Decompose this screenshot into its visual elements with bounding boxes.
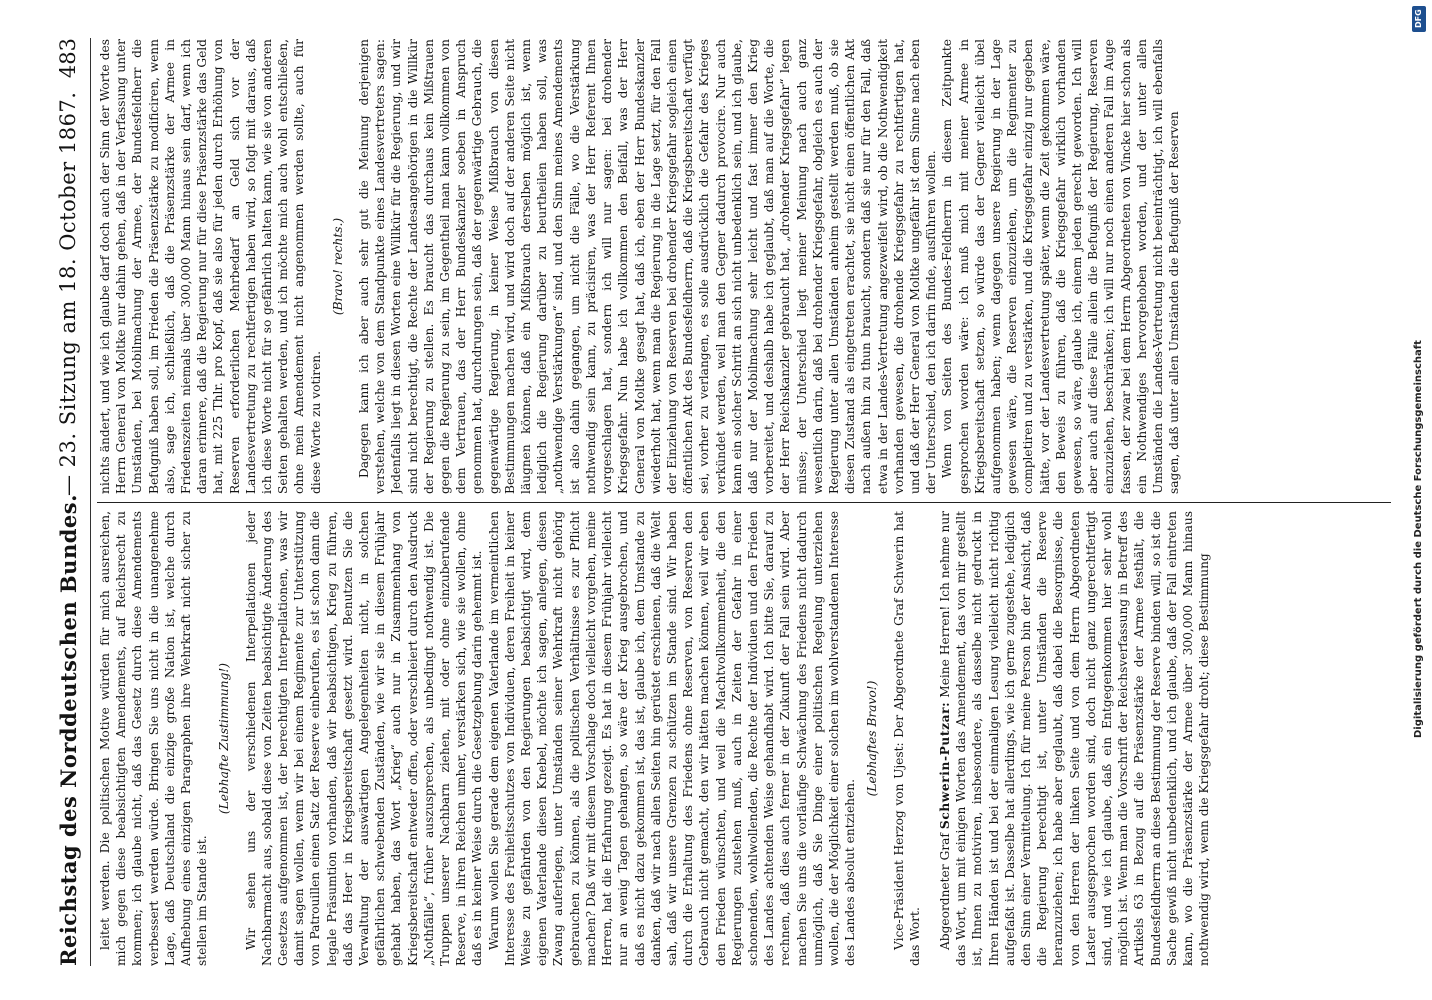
paragraph: Dagegen kann ich aber auch sehr gut die Meinung derjenigen verstehen, welche von dem Standpunkte eines Landesvertreters sagen: Jedenfalls liegt in diesen Worten eine Willkür für die Regierung, und wir sind nicht berechtigt, die Rechte der Landesangehörigen in die Willkür der Regierung zu stellen. Es braucht das durchaus kein Mißtrauen gegen die Regierung zu sein, im Gegentheil man kann vollkommen von dem Vertrauen, das der Herr Bundeskanzler soeben in Anspruch genommen hat, durchdrungen sein, daß der gegenwärtige Gebrauch, die gegenwärtige Regierung, in keiner Weise Mißbrauch von diesen Bestimmungen machen wird, und wird doch auf der anderen Seite nicht läugnen können, daß ein Mißbrauch derselben möglich ist, wenn lediglich die Regierung darüber zu beurtheilen haben soll, was „nothwendige Verstärkungen“ sind, und den Sinn meines Amendements ist also dahin gegangen, um nicht die Fälle, wo die Verstärkung nothwendig sein kann, zu präcisiren, was der Herr Referent Ihnen vorgeschlagen hat, sondern ich will nur sagen: bei drohender Kriegsgefahr. Nun habe ich vollkommen den Beifall, was der Herr General von Moltke gesagt hat, daß ich, eben der Herr Bundeskanzler wiederholt hat, wenn man die Regierung in die Lage setzt, für den Fall der Einziehung von Reserven bei drohender Kriegsgefahr sogleich einen öffentlichen Akt des Bundesfeldherrn, daß die Kriegsbereitschaft verfügt sei, vorher zu verlangen, es solle ausdrücklich die Gefahr des Krieges verkündet werden, weil man den Gegner dadurch provocire. Nur auch kann ein solcher Schritt an sich nicht unbedenklich sein, und ich glaube, daß nur der Mobilmachung sehr leicht und fast immer den Krieg vorbereitet, und deshalb habe ich geglaubt, daß man auf die Worte, die der Herr Reichskanzler gebraucht hat, „drohender Kriegsgefahr“ legen müsse; der Unterschied liegt meiner Meinung nach auch ganz wesentlich darin, daß bei drohender Kriegsgefahr, obgleich es auch der Regierung unter allen Umständen anheim gestellt werden muß, ob sie diesen Zustand als eingetreten erachtet, sie nicht einen öffentlichen Akt nach außen hin zu thun braucht, sondern daß sie nur für den Fall, daß etwa in der Landes-Vertretung angezweifelt wird, ob die Nothwendigkeit vorhanden gewesen, die drohende Kriegsgefahr zu rechtfertigen hat, und daß der Herr General von Moltke ungefähr ist dem Sinne nach eben der Unterschied, den ich darin finde, ausführen wollen. (357, 39, 939, 494)
text-columns (97, 38, 1391, 966)
digitization-credit (1410, 6, 1428, 746)
applause-note: (Bravo! rechts.) (330, 217, 345, 316)
dfg-logo (1412, 6, 1426, 32)
paragraph: nichts ändert, und wie ich glaube darf doch auch der Sinn der Worte des Herrn General von Moltke nur dahin gehen, daß in der Verfassung unter Umständen, bei Mobilmachung der Armee, der Bundesfeldherr die Befugniß haben soll, im Frieden die Präsenzstärke zu modificiren, wenn also, sage ich, schließlich, daß die Präsenzstärke der Armee in Friedenszeiten niemals über 300,000 Mann hinaus sein darf, wenn ich daran erinnere, daß die Regierung nur für diese Präsenzstärke das Geld hat, mit 225 Thlr. pro Kopf, daß sie also für jeden durch Erhöhung von Reserven erforderlichen Mehrbedarf an Geld sich vor der Landesvertretung zu rechtfertigen haben wird, so folgt mit daraus, daß ich diese Worte nicht für so gefährlich halten kann, wie sie von anderen Seiten gehalten werden, und ich möchte mich auch wohl entschließen, ohne mein Amendement nicht angenommen werden sollte, auch für diese Worte zu votiren. (98, 39, 323, 494)
paragraph: Warum wollen Sie gerade dem eigenen Vaterlande im vermeintlichen Interesse des Freiheitsschutzes von Individuen, deren Freiheit in keiner Weise zu gefährden von den Regierungen beabsichtigt wird, dem eigenen Vaterlande diesen Knebel, möchte ich sagen, anlegen, diesen Zwang auferlegen, unter Umständen seiner Wehrkraft nicht gehörig gebrauchen zu können, als die politischen Verhältnisse es zur Pflicht machen? Daß wir mit diesem Vorschlage doch vielleicht vorgehen, meine Herren, hat die Erfahrung gezeigt. Es hat in diesem Frühjahr vielleicht nur an wenig Tagen gehangen, so wäre der Krieg ausgebrochen, und daß es nicht dazu gekommen ist, das ist, glaube ich, dem Umstande zu danken, daß wir nach allen Seiten hin gerüstet erschienen, daß die Welt sah, daß wir unsere Grenzen zu schützen im Stande sind. Wir haben durch die Erhaltung des Friedens ohne Reserven, von Reserven den Gebrauch nicht gemacht, den wir hätten machen können, weil wir eben den Frieden wünschten, und weil die Machtvollkommenheit, die den Regierungen zustehen muß, auch in Zeiten der Gefahr in einer schonenden, wohlwollenden, die Rechte der Individuen und den Frieden des Landes achtenden Weise gehandhabt wird. Ich bitte Sie, darauf zu rechnen, daß dies auch ferner in der Zukunft der Fall sein wird. Aber machen Sie uns die vorläufige Schwächung des Friedens nicht dadurch unmöglich, daß Sie Dinge einer politischen Regelung unterziehen wollen, die der Möglichkeit einer solchen im wohlverstandenen Interesse des Landes absolut entziehen. (486, 511, 858, 966)
page-number: 483 (56, 38, 80, 79)
paragraph: Wenn von Seiten des Bundes-Feldherrn in diesem Zeitpunkte gesprochen worden wäre: ich muß mich mit meiner Armee in Kriegsbereitschaft setzen, so würde das der Gegner vielleicht übel aufgenommen haben; wenn dagegen unsere Regierung in der Lage gewesen wäre, die Reserven einzuziehen, um die Regimenter zu completiren und zu verstärken, und die Kriegsgefahr einzig nur gegeben hätte, vor der Landesvertretung später, wenn die Zeit gekommen wäre, den Beweis zu führen, daß die Kriegsgefahr wirklich vorhanden gewesen, so wäre, glaube ich, einem jeden gerecht geworden. Ich will aber auch auf diese Fälle allein die Befugniß der Regierung, Reserven einzuziehen, beschränken; ich will nur noch einen anderen Fall im Auge fassen, der zwar bei dem Herrn Abgeordneten von Vincke hier schon als ein Nothwendiges hervorgehoben worden, und der unter allen Umständen die Landes-Vertretung nicht beeinträchtigt, ich will ebenfalls sagen, daß unter allen Umständen die Befugniß der Reserven (940, 39, 1182, 494)
speaker-intro: Vice-Präsident Herzog von Ujest: Der Abgeordnete Graf Schwerin hat das Wort. (891, 511, 922, 966)
paragraph: leitet werden. Die politischen Motive würden für mich ausreichen, mich gegen diese beabsichtigten Amendements, auf Reichsrecht zu kommen; ich glaube nicht, daß das Gesetz durch diese Amendements verbessert werden würde. Bringen Sie uns nicht in die unangenehme Lage, daß Deutschland die einzige große Nation ist, welche durch Aufhebung eines einzigen Paragraphen ihre Wehrkraft nicht sicher zu stellen im Stande ist. (98, 511, 210, 966)
column-divider (97, 502, 1391, 503)
rotated-page-content (46, 20, 1406, 980)
paragraph: Wir sehen uns der verschiedenen Interpellationen jeder Nachbarmacht aus, sobald diese von Zeiten beabsichtigte Änderung des Gesetzes aufgenommen ist, der berechtigten Interpellationen, was wir damit sagen wollen, wenn wir bei einem Regimente zur Unterstützung von Patrouillen einen Satz der Reserve einberufen, es ist schon dann die legale Präsumtion vorhanden, daß wir beabsichtigen, Krieg zu führen, daß das Heer in Kriegsbereitschaft gesetzt wird. Benutzen Sie die Verwaltung der auswärtigen Angelegenheiten nicht, in solchen gefährlichen schwebenden Zuständen, wie wir sie in diesem Frühjahr gehabt haben, das Wort „Krieg“ auch nur in Zusammenhang von Kriegsbereitschaft entweder offen, oder verschleiert durch den Ausdruck „Nothfälle“, früher auszusprechen, als unbedingt nothwendig ist. Die Truppen unserer Nachbarn ziehen, mit oder ohne einzuberufende Reserve, in ihren Reichen umher, verstärken sich, wie sie wollen, ohne daß es in keiner Weise durch die Gesetzgebung darin gehemmt ist. (243, 511, 485, 966)
speaker-name: Schwerin-Putzar: (937, 701, 952, 830)
right-column (97, 39, 1391, 494)
speaker-label: Abgeordneter Graf (937, 833, 952, 950)
running-title: Reichstag des Norddeutschen Bundes. (56, 494, 81, 966)
applause-note: (Lebhafte Zustimmung!) (217, 662, 232, 815)
credit-text: Digitalisierung gefördert durch die Deutsche Forschungsgemeinschaft (1413, 340, 1424, 738)
speech-text: Meine Herren! Ich nehme nur das Wort, um mit einigen Worten das Amendement, das von mir gestellt ist, Ihnen zu motiviren, insbesondere, als dasselbe nicht gedruckt in Ihren Händen ist und bei der einmaligen Lesung vielleicht nicht richtig aufgefaßt ist. Dasselbe hat allerdings, wie ich gerne zugestehe, lediglich den Sinn einer Vermittelung. Ich für meine Person bin der Ansicht, daß die Regierung berechtigt ist, unter Umständen die Reserve heranzuziehen; ich habe aber geglaubt, daß dabei die Besorgnisse, die von den Herren der linken Seite und von dem Herrn Abgeordneten Laster ausgesprochen worden sind, doch nicht ganz ungerechtfertigt sind, und wie ich glaube, daß ein Entgegenkommen hier sehr wohl möglich ist. Wenn man die Vorschrift der Reichsverfassung in Betreff des Artikels 63 in Bezug auf die Präsenzstärke der Armee festhält, die Bundesfeldherrn an diese Bestimmung der Reserve binden will, so ist die Sache gewiß nicht unbedenklich, und ich glaube, daß der Fall eintreten kann, wo die Präsenzstärke der Armee über 300,000 Mann hinaus nothwendig wird, wenn die Kriegsgefahr droht; diese Bestimmung (937, 511, 1212, 966)
speech-paragraph (937, 511, 1212, 966)
applause-note: (Lebhaftes Bravo!) (865, 680, 880, 797)
spacer (923, 511, 937, 966)
left-column (97, 511, 1391, 966)
document-page (46, 20, 1406, 980)
dfg-logo-text: DFG (1414, 9, 1423, 29)
page-header (46, 38, 91, 966)
session-heading: — 23. Sitzung am 18. October 1867. (56, 91, 80, 496)
